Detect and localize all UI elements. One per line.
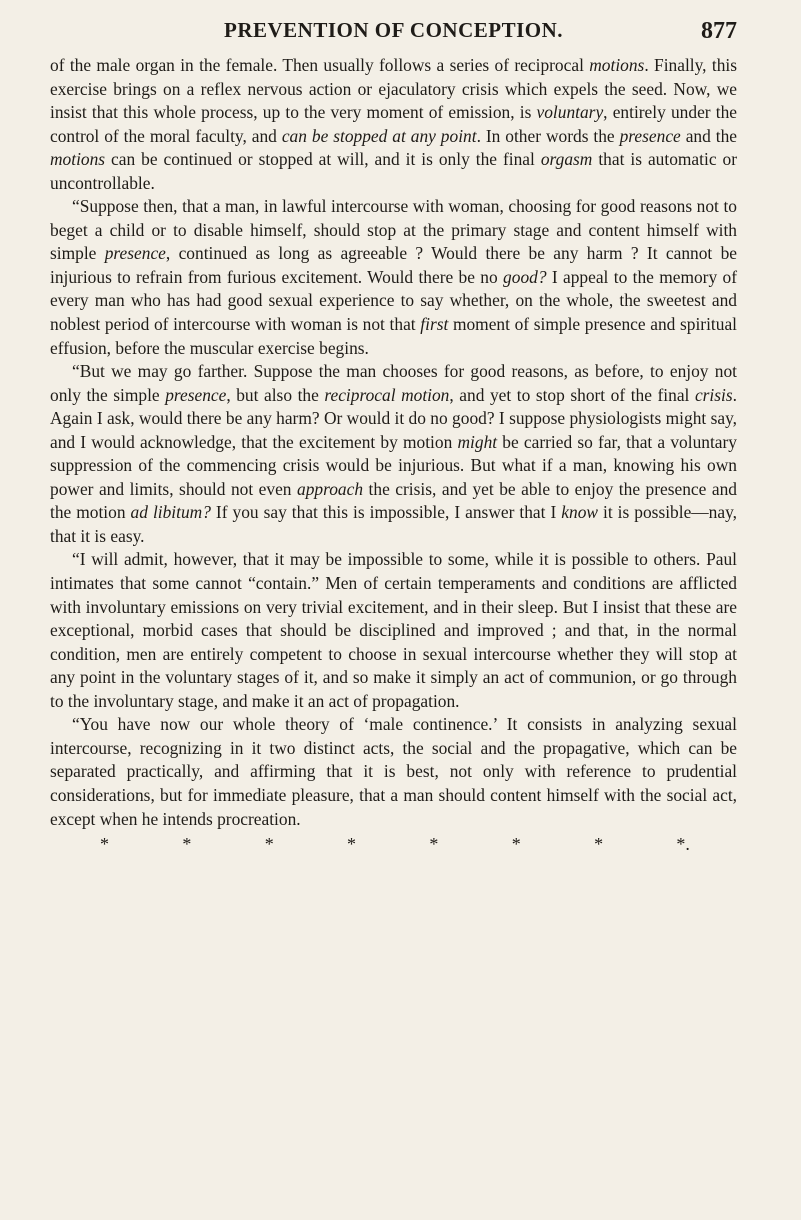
text-run: I appeal to the memory of every man who has had good sexual experience to say whether, on the whole, the sweetest and noblest period of intercourse with woman is not that: [50, 266, 737, 335]
section-break-star: *: [347, 834, 357, 855]
italic-phrase: first: [420, 314, 449, 335]
text-run: “I will admit, however, that it may be impossible to some, while it is possible to others. Paul intimates that some cannot “contain.” Men of certain temperaments and conditions are afflicted with involuntary emissions on very trivial excitement, and in their sleep. But I insist that these are exceptional, morbid cases that should be disciplined and improved ; and that, in the normal condition, men are entirely competent to choose in sexual intercourse whether they will stop at any point in the voluntary stages of it, and so make it simply an act of communion, or go through to the involuntary stage, and make it an act of propagation.: [50, 549, 737, 711]
italic-phrase: ad libitum?: [130, 502, 211, 523]
text-run: moment of simple presence and spiritual effusion, before the muscular exercise begins.: [50, 314, 737, 358]
italic-phrase: reciprocal motion: [324, 384, 450, 405]
section-break-star: *.: [676, 834, 690, 855]
italic-phrase: might: [457, 431, 498, 452]
section-break: [100, 833, 690, 855]
italic-phrase: presence: [619, 125, 681, 146]
section-break-star: *: [594, 834, 604, 855]
italic-phrase: motions: [50, 149, 106, 170]
text-run: of the male organ in the female. Then usually follows a series of reciprocal: [50, 55, 590, 75]
section-break-star: *: [511, 834, 521, 855]
text-run: , entirely under the control of the moral faculty, and: [50, 102, 737, 146]
text-run: that is automatic or uncontrollable.: [50, 149, 737, 193]
text-run: , but also the: [226, 384, 325, 405]
text-run: “But we may go farther. Suppose the man chooses for good reasons, as before, to enjoy not only the simple: [50, 361, 737, 405]
section-break-star: *: [182, 834, 192, 855]
italic-phrase: presence: [165, 384, 227, 405]
italic-phrase: presence: [104, 243, 166, 264]
text-run: can be continued or stopped at will, and it is only the final: [105, 149, 541, 170]
text-run: “Suppose then, that a man, in lawful intercourse with woman, choosing for good reasons not to beget a child or to disable himself, should stop at the primary stage and content himself with simple: [50, 196, 737, 264]
italic-phrase: know: [561, 502, 598, 523]
section-break-star: *: [429, 834, 439, 855]
paragraph: [50, 195, 737, 360]
italic-phrase: approach: [297, 478, 364, 499]
page-number: 877: [701, 18, 737, 44]
text-run: , continued as long as agreeable ? Would there be any harm ? It cannot be injurious to refrain from furious excitement. Would there be no: [50, 243, 737, 287]
italic-phrase: can be stopped at any point: [281, 125, 477, 146]
text-run: and the: [680, 125, 738, 146]
text-run: be carried so far, that a voluntary suppression of the commencing crisis would be injurious. But what if a man, knowing his own power and limits, should not even: [50, 431, 737, 499]
text-run: the crisis, and yet be able to enjoy the presence and the motion: [50, 478, 737, 523]
running-title: PREVENTION OF CONCEPTION.: [224, 18, 563, 42]
italic-phrase: good?: [503, 266, 547, 287]
running-head: [50, 18, 737, 48]
text-run: . Again I ask, would there be any harm? Or would it do no good? I suppose physiologists might say, and I would acknowledge, that the excitement by motion: [50, 384, 737, 452]
paragraph: [50, 360, 737, 548]
text-run: it is possible—nay, that it is easy.: [50, 502, 738, 546]
section-break-star: *: [264, 834, 274, 855]
paragraph: [50, 713, 737, 831]
italic-phrase: motions: [589, 55, 645, 75]
italic-phrase: voluntary: [536, 102, 604, 123]
italic-phrase: orgasm: [540, 149, 593, 170]
text-run: If you say that this is impossible, I answer that I: [210, 502, 562, 523]
italic-phrase: crisis: [694, 384, 733, 405]
text-run: “You have now our whole theory of ‘male continence.’ It consists in analyzing sexual intercourse, recognizing in it two distinct acts, the social and the propagative, which can be separated practically, and affirming that it is best, not only with reference to prudential considerations, but for immediate pleasure, that a man should content himself with the social act, except when he intends procreation.: [50, 714, 737, 829]
text-run: . In other words the: [476, 125, 620, 146]
text-run: . Finally, this exercise brings on a reflex nervous action or ejaculatory crisis which expels the seed. Now, we insist that this whole process, up to the very moment of emission, is: [50, 55, 737, 123]
paragraph: [50, 548, 737, 713]
paragraph: [50, 54, 737, 195]
section-break-star: *: [100, 834, 109, 855]
text-run: , and yet to stop short of the final: [449, 384, 695, 405]
body-text: [50, 54, 737, 831]
